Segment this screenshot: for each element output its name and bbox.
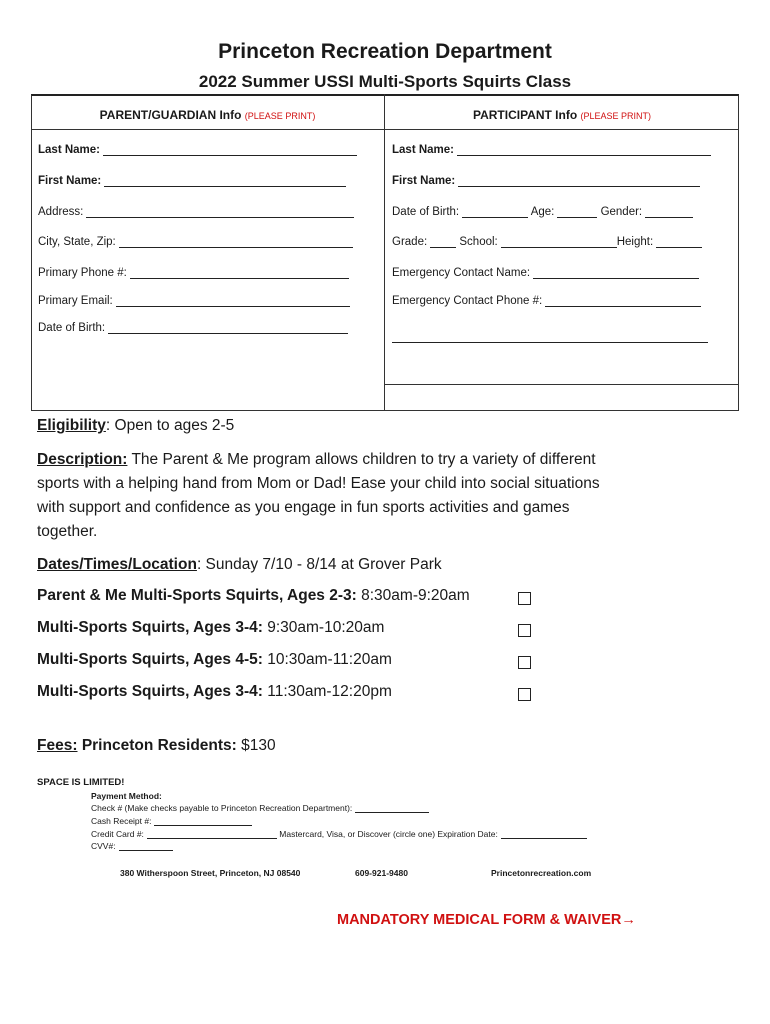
parent-address-field[interactable]: Address:	[38, 205, 354, 218]
header-divider	[31, 129, 739, 130]
check-number-field[interactable]: Check # (Make checks payable to Princeton Recreation Department):	[91, 803, 429, 813]
parent-first-name-field[interactable]: First Name:	[38, 174, 346, 187]
page-title: Princeton Recreation Department	[218, 40, 552, 63]
participant-grade-school-height-field[interactable]: Grade: School: Height:	[392, 235, 702, 248]
registration-form-box	[31, 94, 739, 411]
session-row: Multi-Sports Squirts, Ages 4-5: 10:30am-11:20am	[37, 651, 392, 668]
parent-phone-field[interactable]: Primary Phone #:	[38, 266, 349, 279]
session-checkbox[interactable]	[518, 656, 531, 669]
mandatory-form-link[interactable]: MANDATORY MEDICAL FORM & WAIVER→	[337, 912, 636, 928]
participant-dob-age-gender-field[interactable]: Date of Birth: Age: Gender:	[392, 205, 693, 218]
eligibility: Eligibility: Open to ages 2-5	[37, 417, 235, 434]
participant-bottom-divider	[384, 384, 739, 385]
description: Description: The Parent & Me program allows children to try a variety of different sports with a helping hand from Mom or Dad! Ease your child into social situations with support and confidence as you engage in fun sports activities and games together.	[37, 451, 600, 540]
parent-last-name-field[interactable]: Last Name:	[38, 143, 357, 156]
parent-city-state-zip-field[interactable]: City, State, Zip:	[38, 235, 353, 248]
dates-times-location: Dates/Times/Location: Sunday 7/10 - 8/14 at Grover Park	[37, 556, 442, 573]
parent-email-field[interactable]: Primary Email:	[38, 294, 350, 307]
credit-card-field[interactable]: Credit Card #: Mastercard, Visa, or Discover (circle one) Expiration Date:	[91, 829, 587, 839]
session-checkbox[interactable]	[518, 624, 531, 637]
participant-heading: PARTICIPANT Info (PLEASE PRINT)	[472, 108, 652, 122]
footer-phone: 609-921-9480	[355, 868, 408, 878]
session-row: Parent & Me Multi-Sports Squirts, Ages 2-3: 8:30am-9:20am	[37, 587, 470, 604]
session-checkbox[interactable]	[518, 592, 531, 605]
parent-heading: PARENT/GUARDIAN Info (PLEASE PRINT)	[99, 108, 316, 122]
parent-dob-field[interactable]: Date of Birth:	[38, 321, 348, 334]
emergency-contact-phone-field[interactable]: Emergency Contact Phone #:	[392, 294, 701, 307]
participant-first-name-field[interactable]: First Name:	[392, 174, 700, 187]
fees: Fees: Princeton Residents: $130	[37, 737, 276, 754]
emergency-contact-extra-line[interactable]	[392, 342, 708, 343]
session-checkbox[interactable]	[518, 688, 531, 701]
payment-method-label: Payment Method:	[91, 791, 162, 801]
cvv-field[interactable]: CVV#:	[91, 841, 173, 851]
arrow-right-icon: →	[621, 912, 636, 928]
column-divider	[384, 94, 385, 411]
emergency-contact-name-field[interactable]: Emergency Contact Name:	[392, 266, 699, 279]
page-subtitle: 2022 Summer USSI Multi-Sports Squirts Class	[198, 72, 572, 91]
space-limited: SPACE IS LIMITED!	[37, 777, 125, 788]
footer-address: 380 Witherspoon Street, Princeton, NJ 08540	[120, 868, 301, 878]
cash-receipt-field[interactable]: Cash Receipt #:	[91, 816, 252, 826]
footer-website: Princetonrecreation.com	[491, 868, 592, 878]
session-row: Multi-Sports Squirts, Ages 3-4: 9:30am-10:20am	[37, 619, 385, 636]
participant-last-name-field[interactable]: Last Name:	[392, 143, 711, 156]
session-row: Multi-Sports Squirts, Ages 3-4: 11:30am-12:20pm	[37, 683, 392, 700]
